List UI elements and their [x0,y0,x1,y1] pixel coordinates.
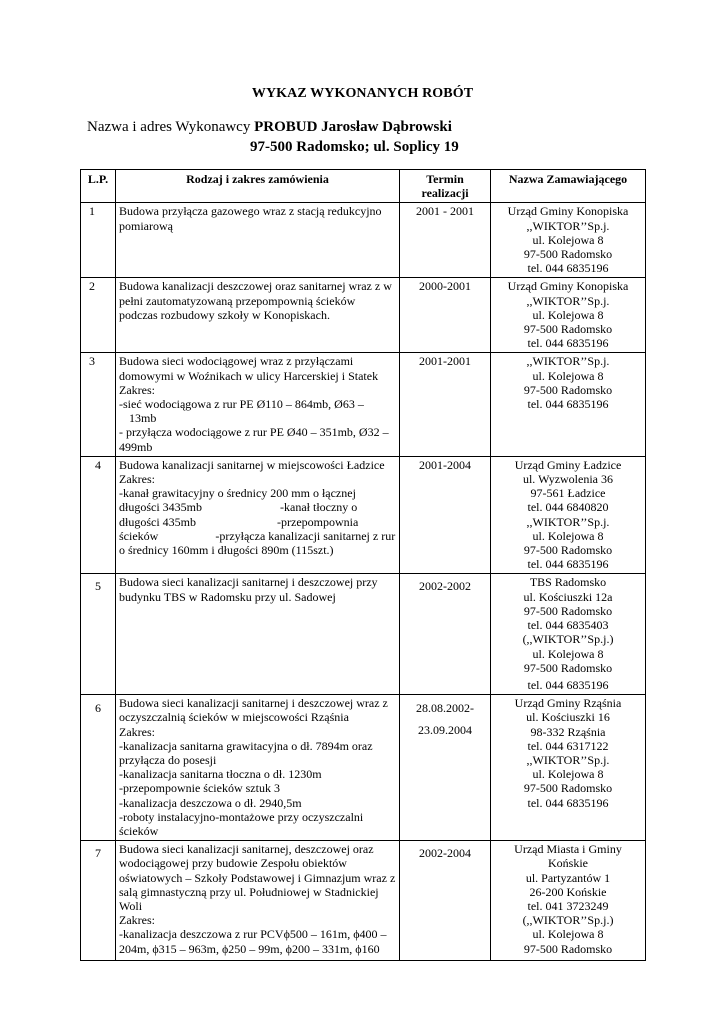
contractor-label: Nazwa i adres Wykonawcy [87,119,255,135]
header-scope: Rodzaj i zakres zamówienia [116,170,400,203]
row-term: 2002-2004 [400,841,491,961]
table-row [81,456,646,574]
row-client: Urząd Gminy Konopiska ,,WIKTOR’’Sp.j. ul. Kolejowa 8 97-500 Radomsko tel. 044 6835196 [491,203,646,278]
row-lp: 3 [81,353,116,456]
table-row [81,695,646,841]
row-lp: 5 [81,574,116,695]
row-scope: Budowa kanalizacji sanitarnej w miejscowości Ładzice Zakres: -kanał grawitacyjny o średnicy 200 mm o łącznej długości 3435mb -kanał tłoczny o długości 435mb -przepompownia ścieków -przyłącza kanalizacji sanitarnej z rur o średnicy 160mm i długości 890m (115szt.) [116,456,400,574]
row-client: ,,WIKTOR’’Sp.j. ul. Kolejowa 8 97-500 Radomsko tel. 044 6835196 [491,353,646,456]
header-lp: L.P. [81,170,116,203]
row-lp: 6 [81,695,116,841]
row-client: TBS Radomsko ul. Kościuszki 12a 97-500 Radomsko tel. 044 6835403 (,,WIKTOR’’Sp.j.) ul. Kolejowa 8 97-500 Radomsko tel. 044 6835196 [491,574,646,695]
contractor-name: PROBUD Jarosław Dąbrowski [254,119,452,135]
row-lp: 2 [81,278,116,353]
contractor-line-1 [87,117,459,137]
row-term: 2001-2004 [400,456,491,574]
row-client: Urząd Gminy Ładzice ul. Wyzwolenia 36 97-561 Ładzice tel. 044 6840820 ,,WIKTOR’’Sp.j. ul. Kolejowa 8 97-500 Radomsko tel. 044 6835196 [491,456,646,574]
row-term: 2000-2001 [400,278,491,353]
row-scope: Budowa kanalizacji deszczowej oraz sanitarnej wraz z w pełni zautomatyzowaną przepompownią ścieków podczas rozbudowy szkoły w Konopiskach. [116,278,400,353]
table-row [81,574,646,695]
header-term: Termin realizacji [400,170,491,203]
table-row [81,353,646,456]
row-scope: Budowa sieci kanalizacji sanitarnej i deszczowej wraz z oczyszczalnią ścieków w miejscowości Rząśnia Zakres: -kanalizacja sanitarna grawitacyjna o dł. 7894m oraz przyłącza do posesji -kanalizacja sanitarna tłoczna o dł. 1230m -przepompownie ścieków sztuk 3 -kanalizacja deszczowa o dł. 2940,5m -roboty instalacyjno-montażowe przy oczyszczalni ścieków [116,695,400,841]
row-lp: 7 [81,841,116,961]
row-client: Urząd Gminy Konopiska ,,WIKTOR’’Sp.j. ul. Kolejowa 8 97-500 Radomsko tel. 044 6835196 [491,278,646,353]
row-term: 2001 - 2001 [400,203,491,278]
document-title: WYKAZ WYKONANYCH ROBÓT [251,86,474,101]
table-row [81,278,646,353]
table-row [81,841,646,961]
contractor-address: 97-500 Radomsko; ul. Soplicy 19 [250,139,459,155]
row-client: Urząd Miasta i Gminy Końskie ul. Partyzantów 1 26-200 Końskie tel. 041 3723249 (,,WIKTOR’’Sp.j.) ul. Kolejowa 8 97-500 Radomsko [491,841,646,961]
table-row [81,203,646,278]
row-lp: 1 [81,203,116,278]
header-client: Nazwa Zamawiającego [491,170,646,203]
row-lp: 4 [81,456,116,574]
row-term: 2002-2002 [400,574,491,695]
works-table [80,169,646,961]
contractor-block [87,117,459,157]
row-scope: Budowa przyłącza gazowego wraz z stacją redukcyjno pomiarową [116,203,400,278]
row-scope: Budowa sieci kanalizacji sanitarnej i deszczowej przy budynku TBS w Radomsku przy ul. Sadowej [116,574,400,695]
table-header-row [81,170,646,203]
row-term: 28.08.2002- 23.09.2004 [400,695,491,841]
row-term: 2001-2001 [400,353,491,456]
row-client: Urząd Gminy Rząśnia ul. Kościuszki 16 98-332 Rząśnia tel. 044 6317122 ,,WIKTOR’’Sp.j. ul. Kolejowa 8 97-500 Radomsko tel. 044 6835196 [491,695,646,841]
row-scope: Budowa sieci kanalizacji sanitarnej, deszczowej oraz wodociągowej przy budowie Zespołu obiektów oświatowych – Szkoły Podstawowej i Gimnazjum wraz z salą gimnastyczną przy ul. Południowej w Stadnickiej Woli Zakres: -kanalizacja deszczowa z rur PCVϕ500 – 161m, ϕ400 – 204m, ϕ315 – 963m, ϕ250 – 99m, ϕ200 – 331m, ϕ160 [116,841,400,961]
row-scope: Budowa sieci wodociągowej wraz z przyłączami domowymi w Woźnikach w ulicy Harcerskiej i Statek Zakres: -sieć wodociągowa z rur PE Ø110 – 864mb, Ø63 – 13mb - przyłącza wodociągowe z rur PE Ø40 – 351mb, Ø32 – 499mb [116,353,400,456]
